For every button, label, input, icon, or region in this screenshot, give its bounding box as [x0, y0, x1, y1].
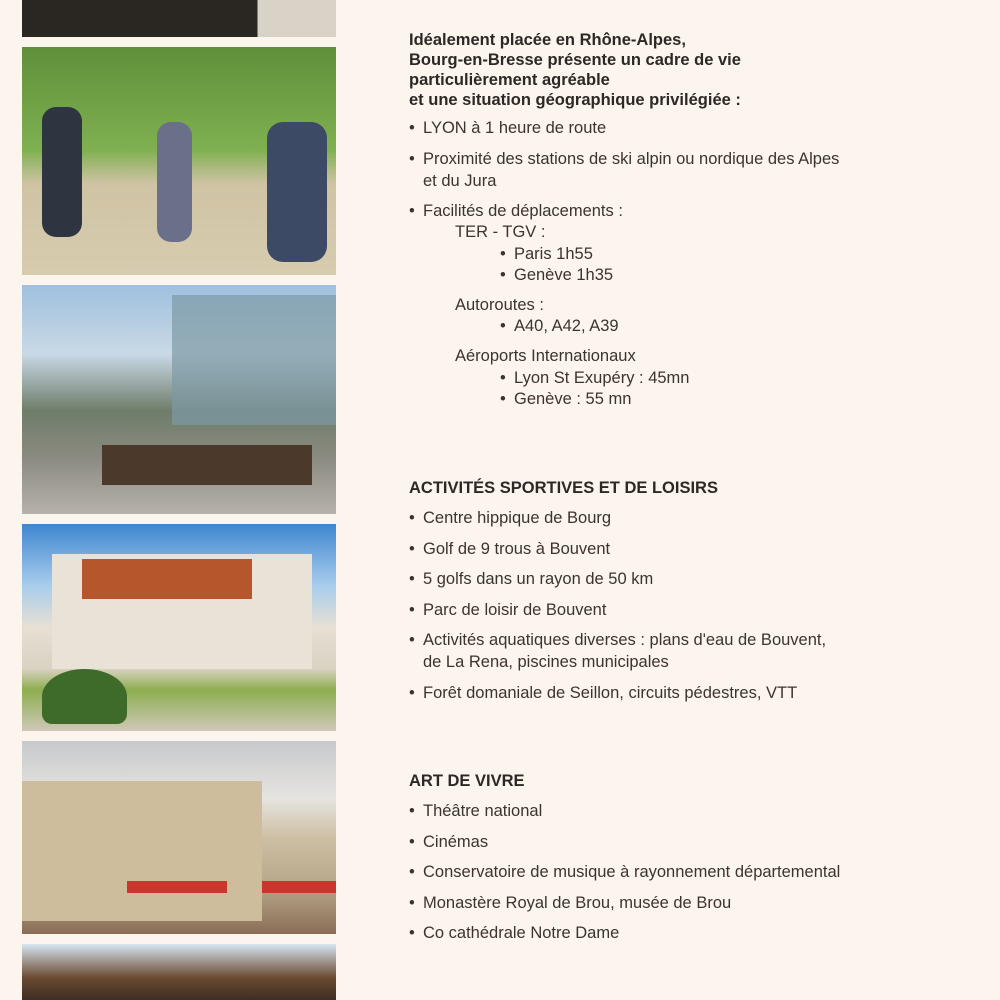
list-item: • Théâtre national: [409, 800, 840, 822]
photo-night-street: [22, 0, 336, 37]
photo-city-square: [22, 285, 336, 514]
list-item: • Genève : 55 mn: [500, 389, 839, 410]
transport-label: Aéroports Internationaux: [455, 347, 636, 365]
list-item: • Genève 1h35: [500, 265, 839, 286]
list-item: • Forêt domaniale de Seillon, circuits pédestres, VTT: [409, 682, 826, 704]
intro-line: particulièrement agréable: [409, 71, 610, 89]
intro-text: [409, 30, 741, 110]
transport-label: TER - TGV :: [455, 223, 546, 241]
intro-line: Bourg-en-Bresse présente un cadre de vie: [409, 51, 741, 69]
sports-section: [409, 477, 826, 712]
location-list: [409, 117, 839, 419]
transport-label: Autoroutes :: [455, 295, 544, 314]
photo-timber-house: [22, 944, 336, 1000]
list-item: • Proximité des stations de ski alpin ou nordique des Alpes et du Jura: [409, 148, 839, 192]
photo-cyclists: [22, 47, 336, 275]
list-item: • LYON à 1 heure de route: [409, 117, 839, 139]
list-item: • 5 golfs dans un rayon de 50 km: [409, 568, 826, 590]
photo-theatre: [22, 741, 336, 934]
list-item: • Conservatoire de musique à rayonnement départemental: [409, 861, 840, 883]
list-item: • Lyon St Exupéry : 45mn: [500, 368, 839, 389]
intro-line: Idéalement placée en Rhône-Alpes,: [409, 31, 686, 49]
list-item: • Facilités de déplacements :: [409, 200, 839, 222]
intro-line: et une situation géographique privilégiée :: [409, 91, 741, 109]
culture-section: [409, 770, 840, 953]
list-item: • Parc de loisir de Bouvent: [409, 599, 826, 621]
transport-details: [409, 222, 839, 410]
section-title: ART DE VIVRE: [409, 772, 525, 790]
section-title: ACTIVITÉS SPORTIVES ET DE LOISIRS: [409, 479, 718, 497]
list-item: • Monastère Royal de Brou, musée de Brou: [409, 892, 840, 914]
photo-monastery-brou: [22, 524, 336, 731]
list-item: • A40, A42, A39: [500, 316, 839, 337]
list-item: • Centre hippique de Bourg: [409, 507, 826, 529]
list-item: • Paris 1h55: [500, 244, 839, 265]
list-item: • Golf de 9 trous à Bouvent: [409, 538, 826, 560]
list-item: • Co cathédrale Notre Dame: [409, 922, 840, 944]
list-item: • Cinémas: [409, 831, 840, 853]
list-item: • Activités aquatiques diverses : plans d'eau de Bouvent, de La Rena, piscines municipales: [409, 629, 826, 673]
